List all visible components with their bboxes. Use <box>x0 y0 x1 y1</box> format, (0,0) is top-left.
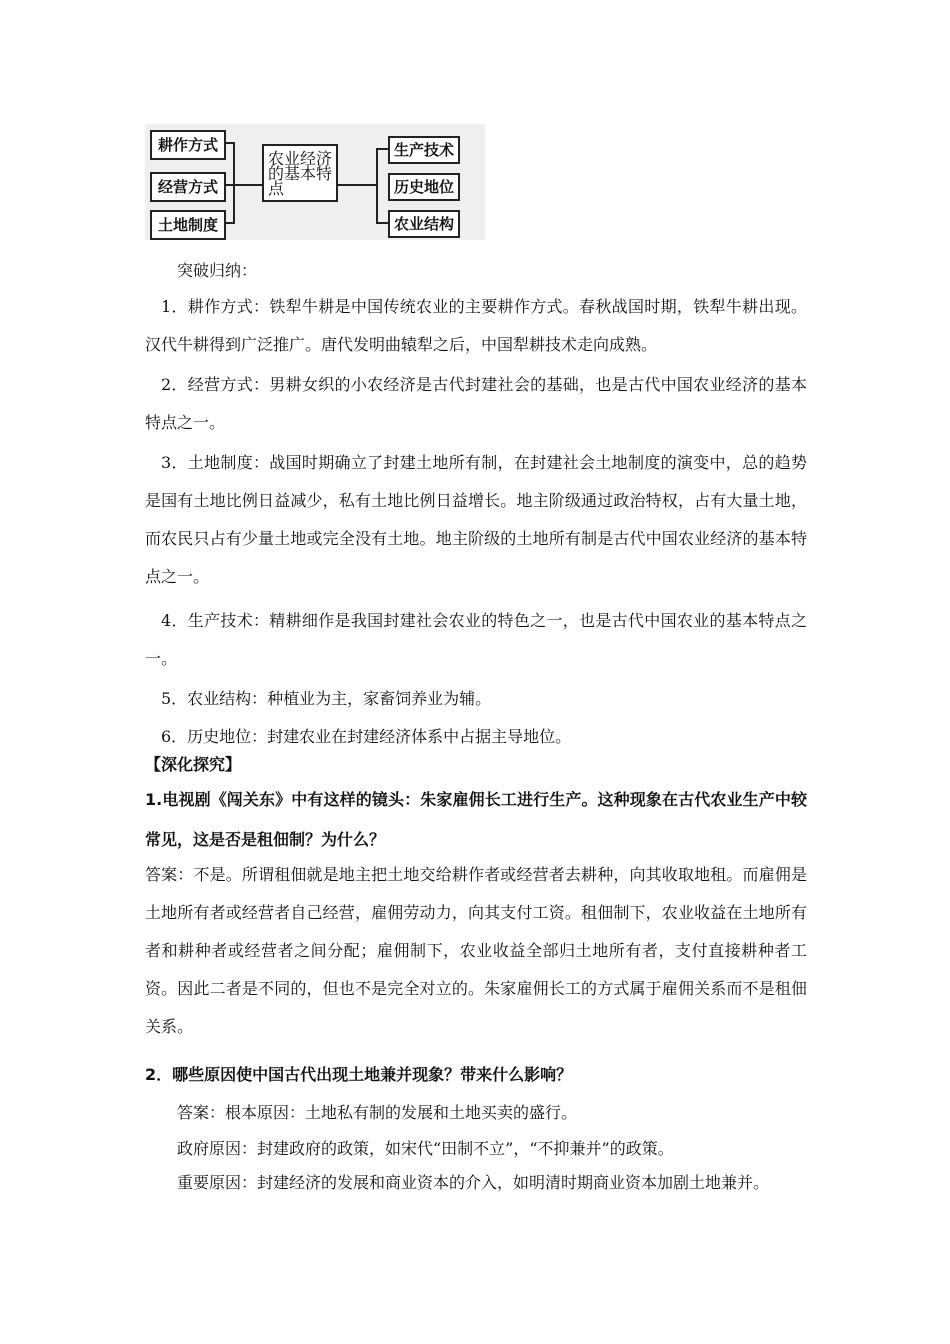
point-5: 5．农业结构：种植业为主，家畜饲养业为辅。 <box>161 689 492 708</box>
deepen-heading: 【深化探究】 <box>145 755 242 774</box>
diagram-box-land-system: 土地制度 <box>150 210 226 240</box>
diagram-box-farming-method: 耕作方式 <box>150 130 226 160</box>
answer-2-line-2: 政府原因：封建政府的政策，如宋代“田制不立”，“不抑兼并”的政策。 <box>177 1139 674 1158</box>
point-3: 3．土地制度：战国时期确立了封建土地所有制，在封建社会土地制度的演变中，总的趋势是国有土地比例日益减少，私有土地比例日益增长。地主阶级通过政治特权，占有大量土地，而农民只占有少量土地或完全没有土地。地主阶级的土地所有制是古代中国农业经济的基本特点之一。 <box>145 453 807 586</box>
point-6: 6．历史地位：封建农业在封建经济体系中占据主导地位。 <box>161 727 572 746</box>
summary-heading: 突破归纳： <box>177 261 258 280</box>
document-body <box>145 0 807 1344</box>
point-4: 4．生产技术：精耕细作是我国封建社会农业的特色之一，也是古代中国农业的基本特点之一。 <box>145 611 807 668</box>
question-1: 1.电视剧《闯关东》中有这样的镜头：朱家雇佣长工进行生产。这种现象在古代农业生产中较常见，这是否是租佃制？为什么？ <box>145 790 807 849</box>
answer-2-line-1: 答案：根本原因：土地私有制的发展和土地买卖的盛行。 <box>177 1103 578 1122</box>
answer-1: 答案：不是。所谓租佃就是地主把土地交给耕作者或经营者去耕种，向其收取地租。而雇佣是土地所有者或经营者自己经营，雇佣劳动力，向其支付工资。租佃制下，农业收益在土地所有者和耕种者或经营者之间分配；雇佣制下，农业收益全部归土地所有者，支付直接耕种者工资。因此二者是不同的，但也不是完全对立的。朱家雇佣长工的方式属于雇佣关系而不是租佃关系。 <box>145 865 807 1036</box>
diagram-box-agricultural-structure: 农业结构 <box>388 210 460 238</box>
diagram-box-production-tech: 生产技术 <box>388 136 460 164</box>
answer-2-line-3: 重要原因：封建经济的发展和商业资本的介入，如明清时期商业资本加剧土地兼并。 <box>177 1173 770 1192</box>
diagram-box-management-method: 经营方式 <box>150 172 226 202</box>
point-1: 1．耕作方式：铁犁牛耕是中国传统农业的主要耕作方式。春秋战国时期，铁犁牛耕出现。汉代牛耕得到广泛推广。唐代发明曲辕犁之后，中国犁耕技术走向成熟。 <box>145 297 807 354</box>
diagram-box-historical-status: 历史地位 <box>388 173 460 201</box>
point-2: 2．经营方式：男耕女织的小农经济是古代封建社会的基础，也是古代中国农业经济的基本特点之一。 <box>145 375 807 432</box>
diagram-box-center: 农业经济的基本特点 <box>262 144 338 202</box>
question-2: 2．哪些原因使中国古代出现土地兼并现象？带来什么影响？ <box>145 1065 573 1084</box>
